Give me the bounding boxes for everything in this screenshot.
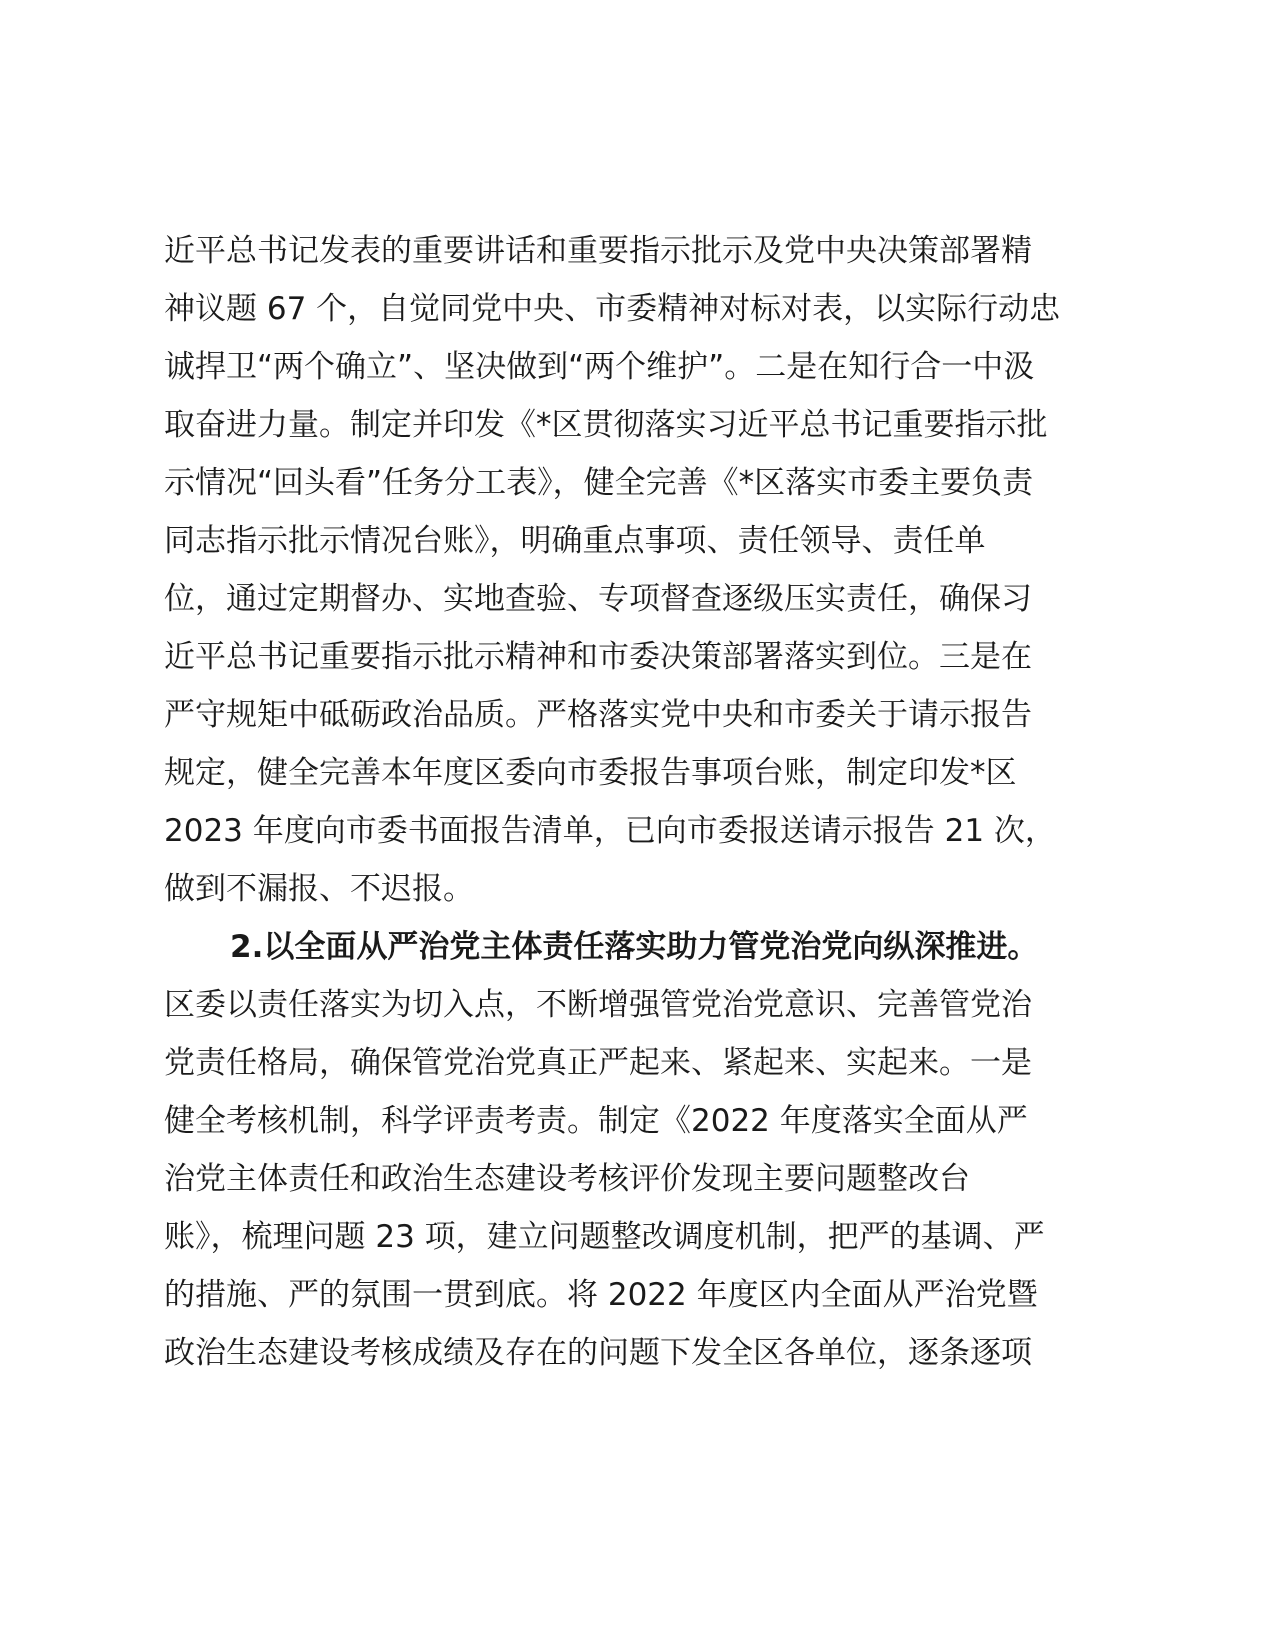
text-line: 严守规矩中砥砺政治品质。严格落实党中央和市委关于请示报告 xyxy=(164,697,1032,733)
text-line: 治党主体责任和政治生态建设考核评价发现主要问题整改台 xyxy=(164,1161,970,1197)
text-line: 取奋进力量。制定并印发《*区贯彻落实习近平总书记重要指示批 xyxy=(164,407,1048,443)
text-line: 健全考核机制，科学评责考责。制定《2022 年度落实全面从严 xyxy=(164,1103,1028,1139)
text-line: 政治生态建设考核成绩及存在的问题下发全区各单位，逐条逐项 xyxy=(164,1335,1032,1371)
text-line: 党责任格局，确保管党治党真正严起来、紧起来、实起来。一是 xyxy=(164,1045,1032,1081)
text-line: 神议题 67 个，自觉同党中央、市委精神对标对表，以实际行动忠 xyxy=(164,291,1061,327)
text-line: 位，通过定期督办、实地查验、专项督查逐级压实责任，确保习 xyxy=(164,581,1032,617)
text-line: 的措施、严的氛围一贯到底。将 2022 年度区内全面从严治党暨 xyxy=(164,1277,1038,1313)
text-line: 规定，健全完善本年度区委向市委报告事项台账，制定印发*区 xyxy=(164,755,1017,791)
document-body xyxy=(164,222,1124,1382)
text-line: 区委以责任落实为切入点，不断增强管党治党意识、完善管党治 xyxy=(164,987,1032,1023)
text-line: 做到不漏报、不迟报。 xyxy=(164,871,474,907)
text-line: 示情况“回头看”任务分工表》，健全完善《*区落实市委主要负责 xyxy=(164,465,1034,501)
text-line: 账》，梳理问题 23 项，建立问题整改调度机制，把严的基调、严 xyxy=(164,1219,1045,1255)
text-line: 近平总书记重要指示批示精神和市委决策部署落实到位。三是在 xyxy=(164,639,1032,675)
text-line: 诚捍卫“两个确立”、坚决做到“两个维护”。二是在知行合一中汲 xyxy=(164,349,1035,385)
text-line: 2023 年度向市委书面报告清单，已向市委报送请示报告 21 次， xyxy=(164,813,1056,849)
text-line: 近平总书记发表的重要讲话和重要指示批示及党中央决策部署精 xyxy=(164,233,1032,269)
section-heading: 2.以全面从严治党主体责任落实助力管党治党向纵深推进。 xyxy=(230,929,1039,965)
text-line: 同志指示批示情况台账》，明确重点事项、责任领导、责任单 xyxy=(164,523,986,559)
